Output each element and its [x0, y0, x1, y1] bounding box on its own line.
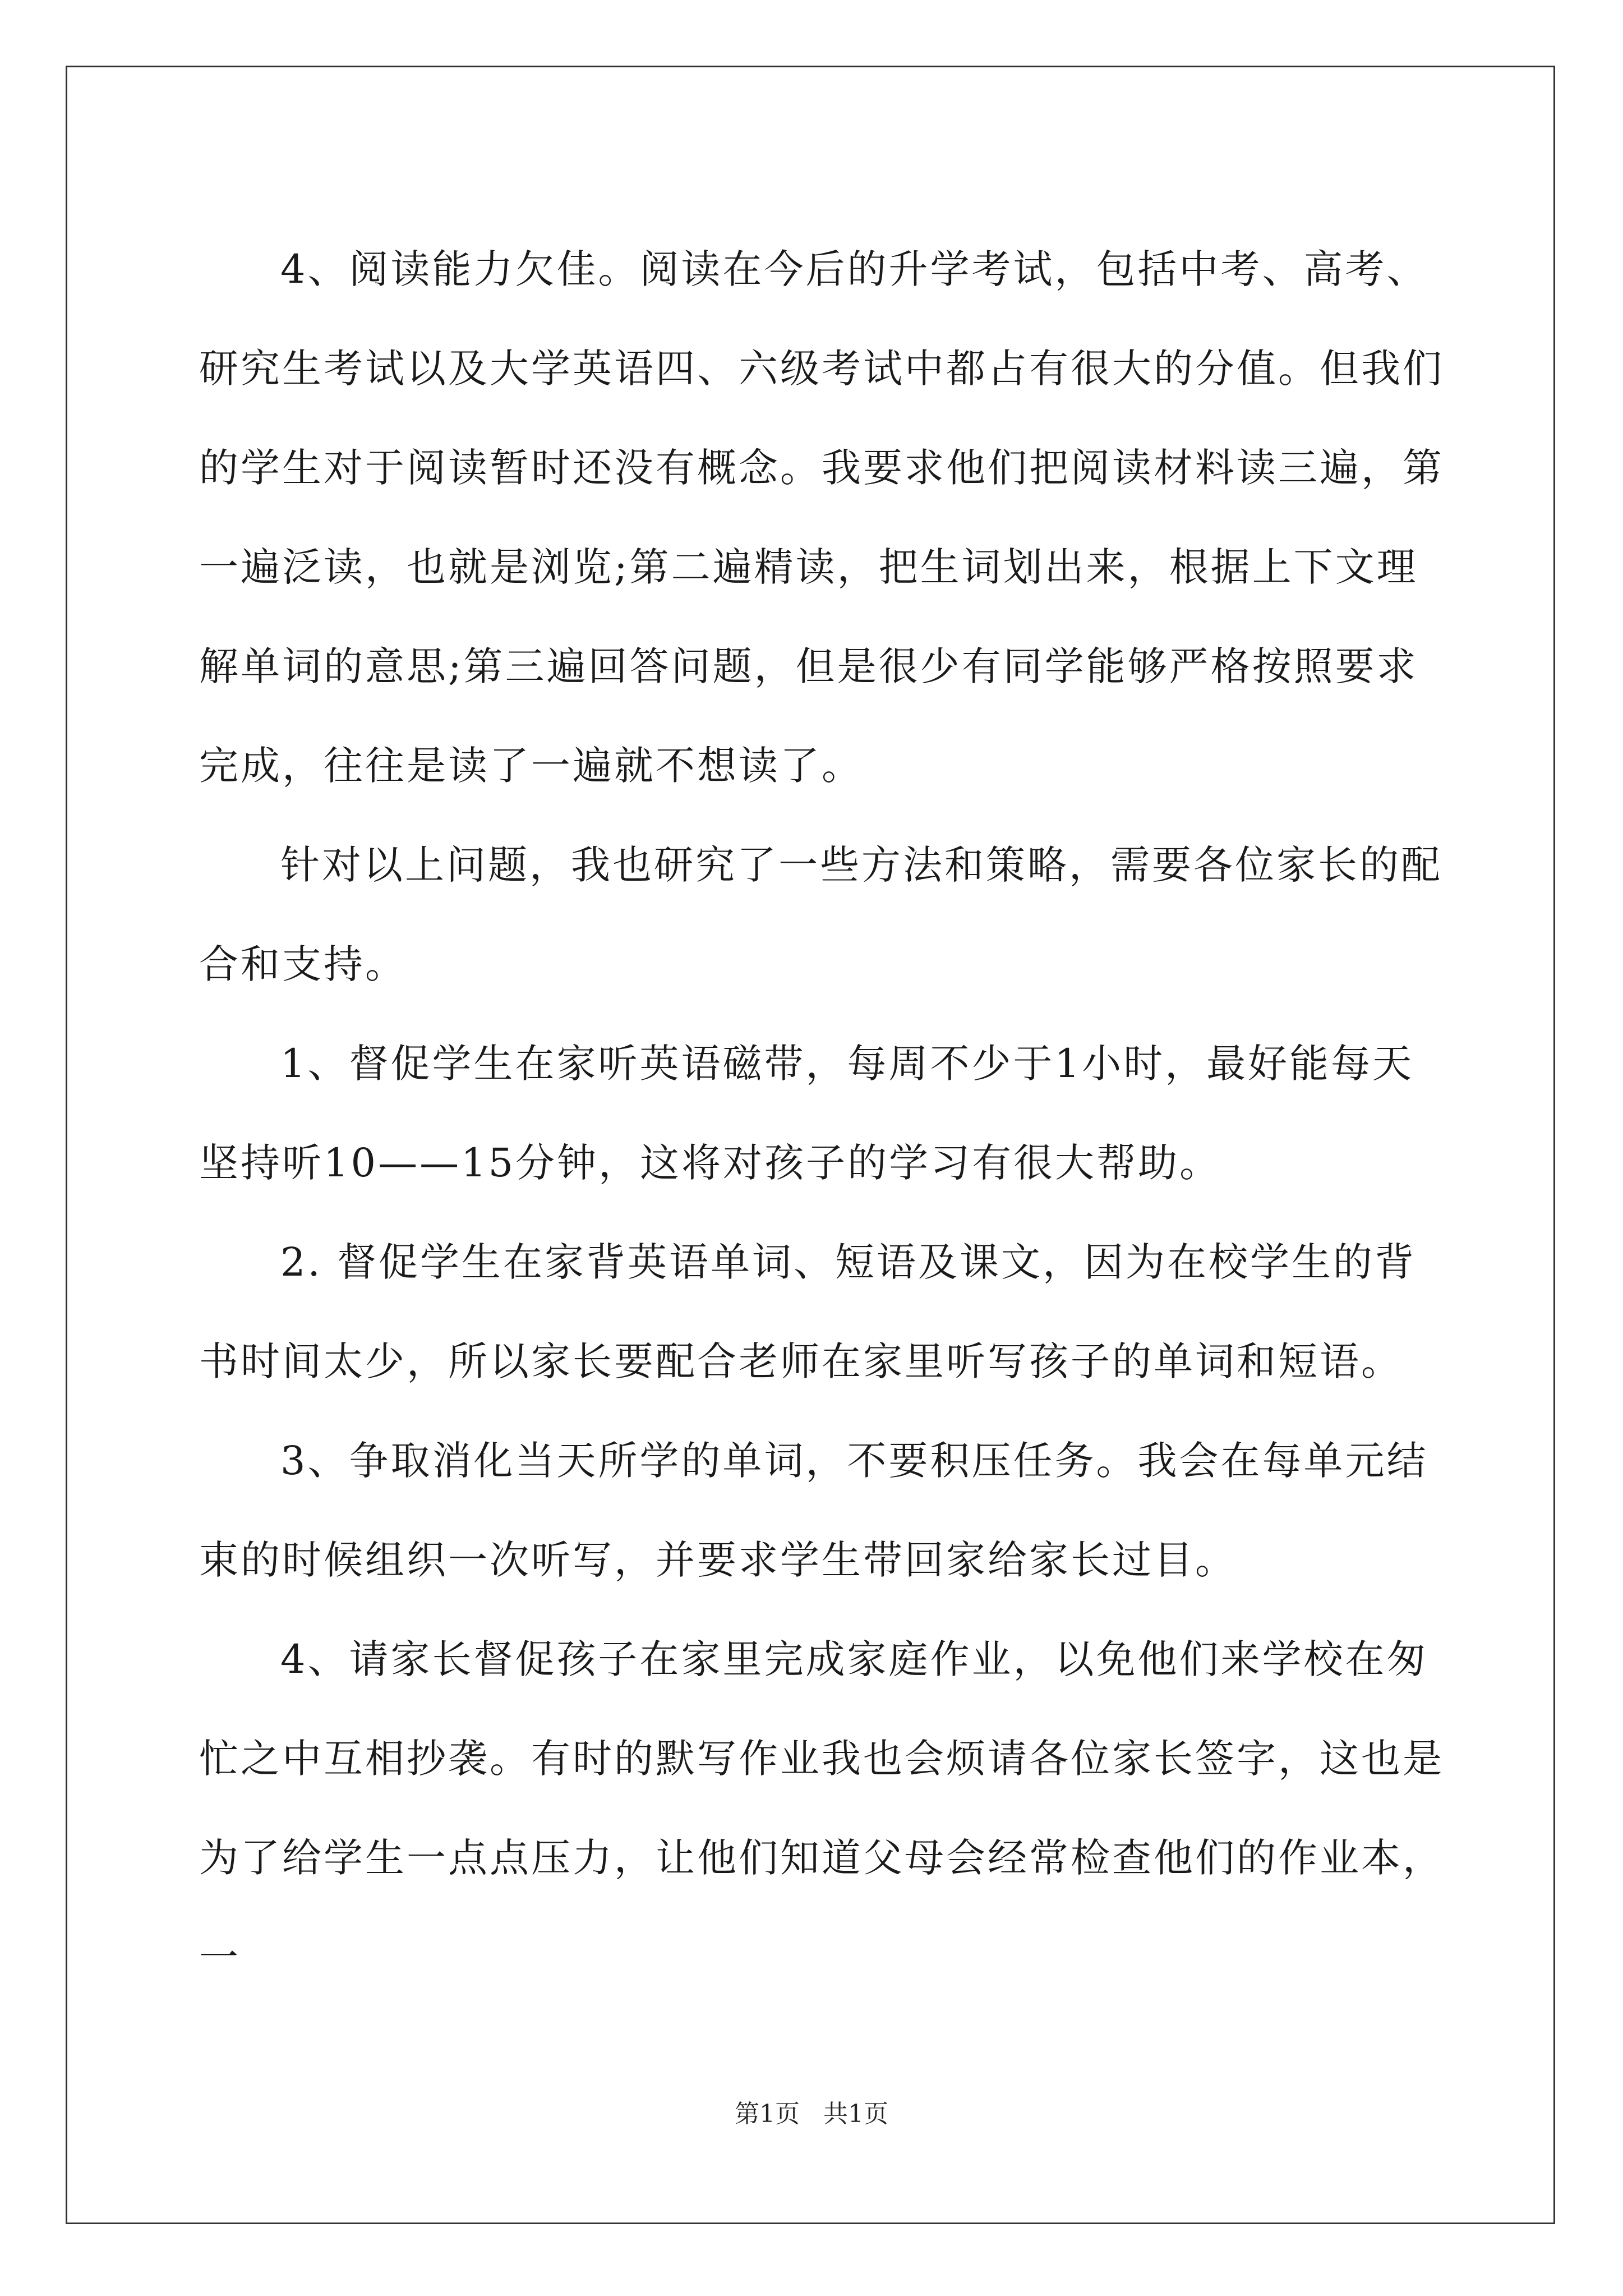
paragraph-digest-words: 3、争取消化当天所学的单词，不要积压任务。我会在每单元结束的时候组织一次听写，并要求学生带回家给家长过目。 — [199, 1438, 1428, 1583]
paragraph-memorize-vocabulary: 2. 督促学生在家背英语单词、短语及课文，因为在校学生的背书时间太少，所以家长要配合老师在家里听写孩子的单词和短语。 — [199, 1239, 1417, 1384]
paragraph-homework-supervision: 4、请家长督促孩子在家里完成家庭作业，以免他们来学校在匆忙之中互相抄袭。有时的默写作业我也会烦请各位家长签字，这也是为了给学生一点点压力，让他们知道父母会经常检查他们的作业本，一 — [199, 1636, 1444, 1980]
page-footer — [0, 2093, 1623, 2129]
page-number-current: 第1页 — [735, 2100, 800, 2128]
document-body — [199, 220, 1450, 2007]
paragraph-listening-tapes: 1、督促学生在家听英语磁带，每周不少于1小时，最好能每天坚持听10——15分钟，这将对孩子的学习有很大帮助。 — [199, 1041, 1414, 1186]
paragraph-reading-ability: 4、阅读能力欠佳。阅读在今后的升学考试，包括中考、高考、研究生考试以及大学英语四、六级考试中都占有很大的分值。但我们的学生对于阅读暂时还没有概念。我要求他们把阅读材料读三遍，第一遍泛读，也就是浏览;第二遍精读，把生词划出来，根据上下文理解单词的意思;第三遍回答问题，但是很少有同学能够严格按照要求完成，往往是读了一遍就不想读了。 — [199, 246, 1444, 789]
page-number-total: 共1页 — [823, 2100, 888, 2128]
paragraph-strategies-intro: 针对以上问题，我也研究了一些方法和策略，需要各位家长的配合和支持。 — [199, 842, 1442, 987]
